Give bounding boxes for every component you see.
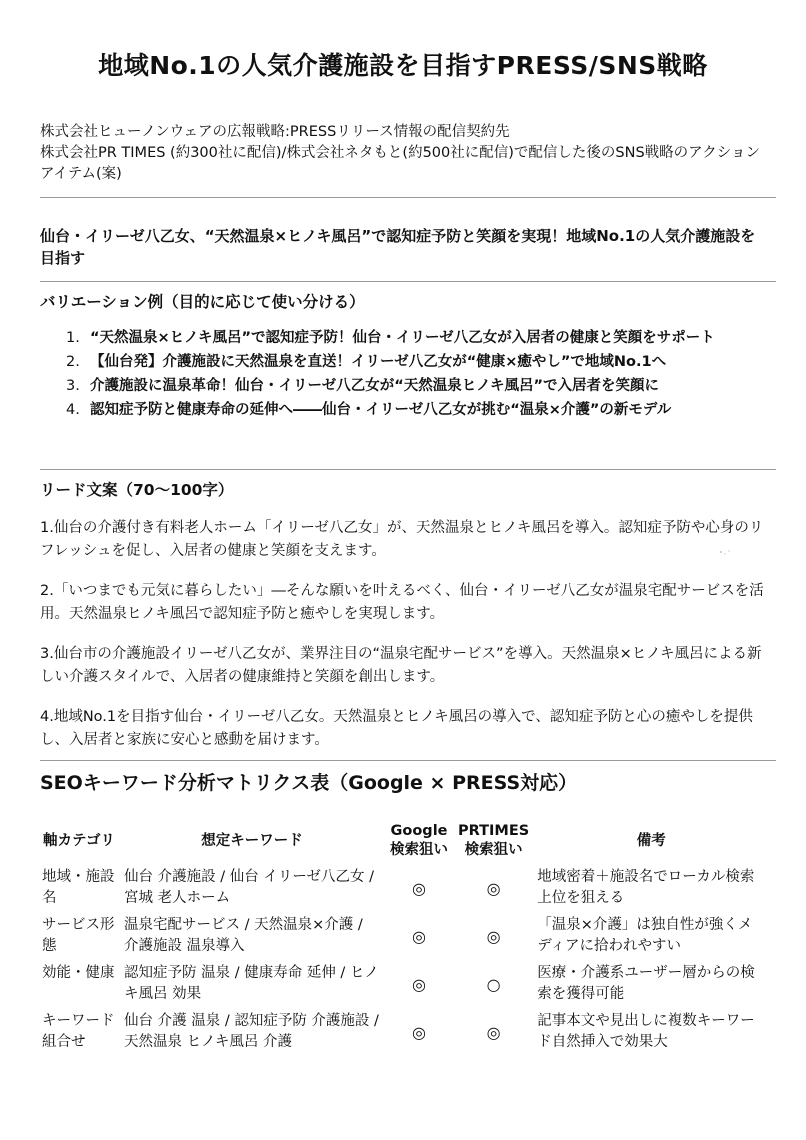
page-title: 地域No.1の人気介護施設を目指すPRESS/SNS戦略 xyxy=(98,51,708,80)
cell-google-mark: ◎ xyxy=(412,974,426,994)
col-header-axis: 軸カテゴリ xyxy=(43,832,115,849)
cell-notes: 地域密着＋施設名でローカル検索上位を狙える xyxy=(537,869,755,906)
intro-line-2: 株式会社PR TIMES (約300社に配信)/株式会社ネタもと(約500社に配信)で配信した後のSNS戦略のアクションアイテム(案) xyxy=(40,145,760,182)
variation-item: 2. 【仙台発】介護施設に天然温泉を直送！イリーゼ八乙女が“健康×癒やし”で地域No.1へ xyxy=(66,354,667,370)
cell-keywords: 認知症予防 温泉 / 健康寿命 延伸 / ヒノキ風呂 効果 xyxy=(124,965,379,1002)
cell-keywords: 温泉宅配サービス / 天然温泉×介護 / 介護施設 温泉導入 xyxy=(124,917,363,954)
col-header-notes: 備考 xyxy=(636,832,666,849)
cell-axis: 地域・施設名 xyxy=(42,869,115,906)
cell-axis: サービス形態 xyxy=(42,917,115,954)
divider xyxy=(40,469,776,470)
lead-item: 4.地域No.1を目指す仙台・イリーゼ八乙女。天然温泉とヒノキ風呂の導入で、認知症予防と心の癒やしを提供し、入居者と家族に安心と感動を届けます。 xyxy=(40,709,753,748)
table-row xyxy=(38,960,769,1008)
lead-item: 2.「いつまでも元気に暮らしたい」―そんな願いを叶えるべく、仙台・イリーゼ八乙女が温泉宅配サービスを活用。天然温泉ヒノキ風呂で認知症予防と癒やしを実現します。 xyxy=(40,583,764,622)
lead-heading: リード文案（70〜100字） xyxy=(40,481,234,499)
table-row xyxy=(38,1008,769,1056)
cell-keywords: 仙台 介護 温泉 / 認知症予防 介護施設 / 天然温泉 ヒノキ風呂 介護 xyxy=(124,1013,379,1050)
seo-keyword-table xyxy=(38,818,769,1056)
table-row xyxy=(38,864,769,912)
cell-axis: 効能・健康 xyxy=(42,965,115,981)
cell-notes: 「温泉×介護」は独自性が強くメディアに拾われやすい xyxy=(537,917,753,954)
cell-notes: 医療・介護系ユーザー層からの検索を獲得可能 xyxy=(537,965,755,1002)
col-header-prtimes: PRTIMES検索狙い xyxy=(458,823,530,858)
press-headline: 仙台・イリーゼ八乙女、“天然温泉×ヒノキ風呂”で認知症予防と笑顔を実現！地域No.1の人気介護施設を目指す xyxy=(40,227,756,267)
variations-heading: バリエーション例（目的に応じて使い分ける） xyxy=(40,293,365,311)
divider xyxy=(40,197,776,198)
col-header-keywords: 想定キーワード xyxy=(201,832,303,849)
variation-item: 1. “天然温泉×ヒノキ風呂”で認知症予防！仙台・イリーゼ八乙女が入居者の健康と笑顔をサポート xyxy=(66,330,715,346)
cell-prtimes-mark: ◎ xyxy=(486,878,501,898)
divider xyxy=(40,281,776,282)
intro-line-1: 株式会社ヒューノンウェアの広報戦略:PRESSリリース情報の配信契約先 xyxy=(40,124,510,140)
divider xyxy=(40,760,776,761)
cell-prtimes-mark: ◎ xyxy=(486,1022,501,1042)
lead-item: 1.仙台の介護付き有料老人ホーム「イリーゼ八乙女」が、天然温泉とヒノキ風呂を導入。認知症予防や心身のリフレッシュを促し、入居者の健康と笑顔を支えます。 xyxy=(40,520,764,559)
col-header-google: Google検索狙い xyxy=(390,823,448,858)
variation-item: 3. 介護施設に温泉革命！仙台・イリーゼ八乙女が“天然温泉ヒノキ風呂”で入居者を笑顔に xyxy=(66,378,660,394)
table-header-row xyxy=(38,818,769,864)
lead-item: 3.仙台市の介護施設イリーゼ八乙女が、業界注目の“温泉宅配サービス”を導入。天然温泉×ヒノキ風呂による新しい介護スタイルで、入居者の健康維持と笑顔を創出します。 xyxy=(40,646,762,685)
cell-keywords: 仙台 介護施設 / 仙台 イリーゼ八乙女 / 宮城 老人ホーム xyxy=(124,869,375,906)
cell-google-mark: ◎ xyxy=(412,878,426,898)
intro-text xyxy=(40,122,764,185)
cell-prtimes-mark: ○ xyxy=(486,974,501,994)
variations-list xyxy=(66,328,760,424)
cell-prtimes-mark: ◎ xyxy=(486,926,501,946)
variation-item: 4. 認知症予防と健康寿命の延伸へ――仙台・イリーゼ八乙女が挑む“温泉×介護”の新モデル xyxy=(66,402,672,418)
table-row xyxy=(38,912,769,960)
cell-axis: キーワード組合せ xyxy=(42,1013,115,1050)
cell-notes: 記事本文や見出しに複数キーワード自然挿入で効果大 xyxy=(537,1013,755,1050)
cell-google-mark: ◎ xyxy=(412,926,426,946)
seo-table-title: SEOキーワード分析マトリクス表（Google × PRESS対応） xyxy=(40,772,578,794)
cell-google-mark: ◎ xyxy=(412,1022,426,1042)
scan-speck-decoration xyxy=(718,548,732,558)
